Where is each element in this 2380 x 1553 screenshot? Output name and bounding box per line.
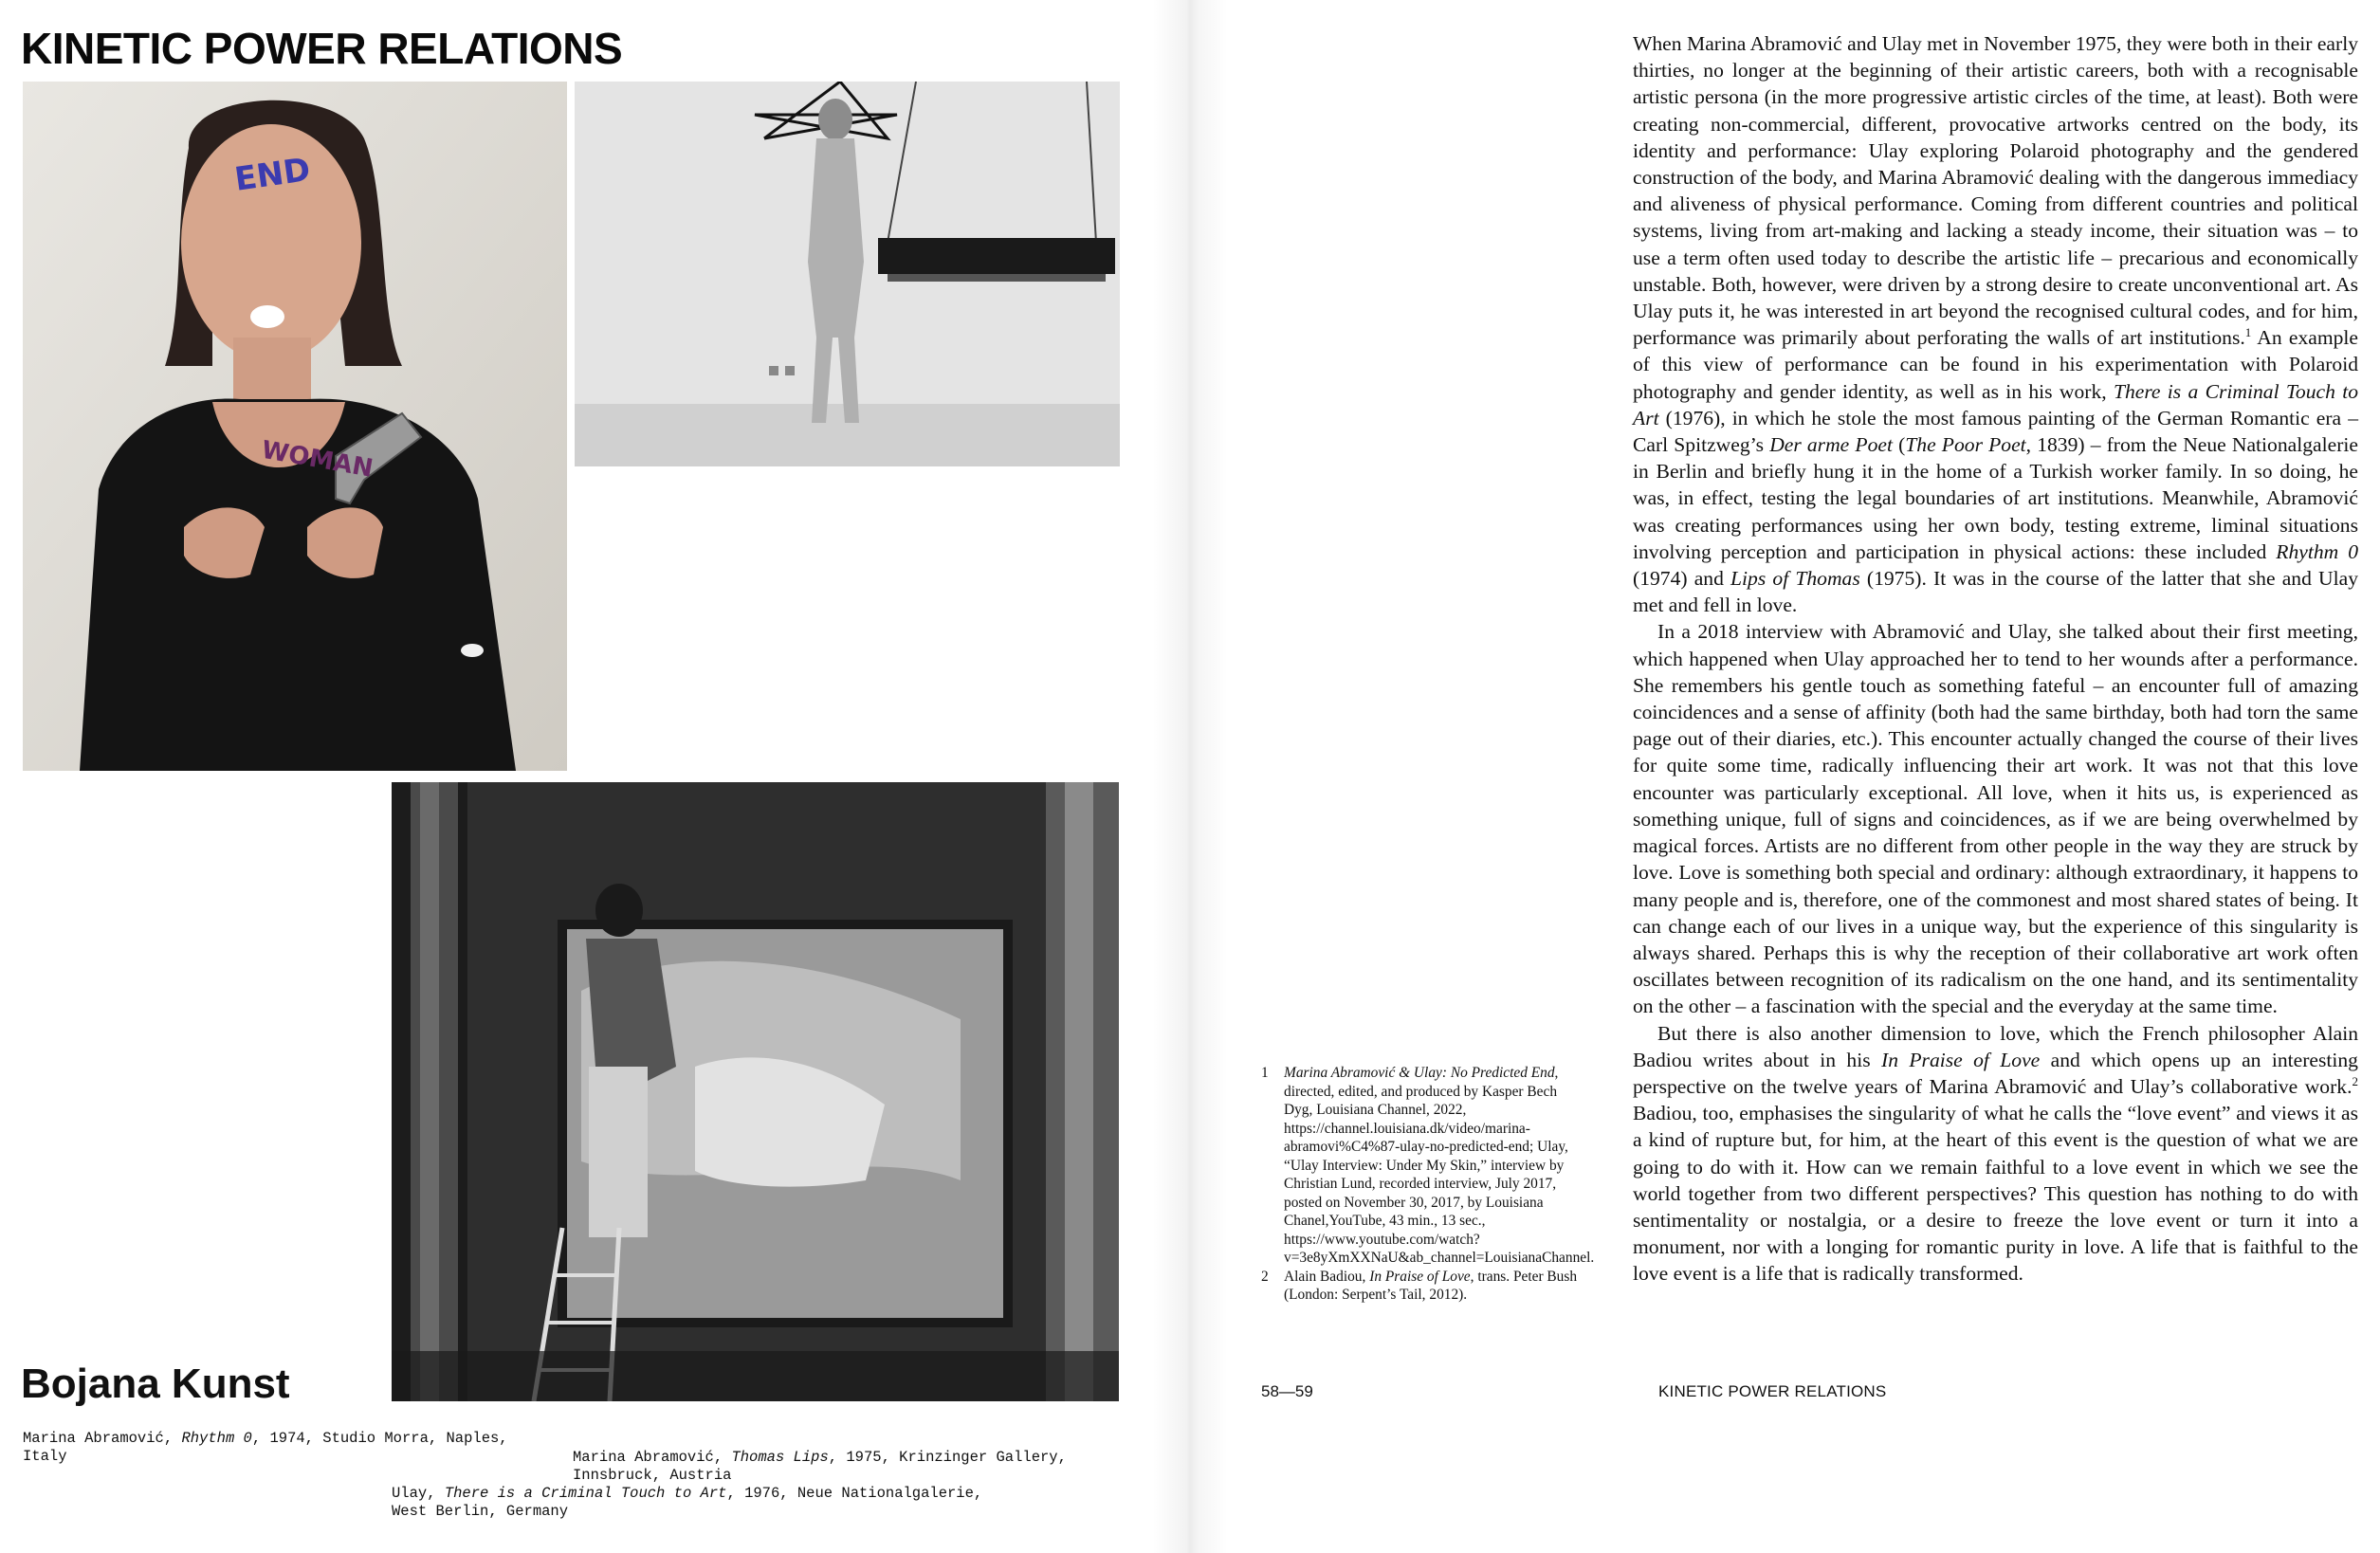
running-head: KINETIC POWER RELATIONS	[1658, 1382, 1887, 1400]
photo-criminal-touch	[392, 782, 1119, 1401]
caption-rhythm-0: Marina Abramović, Rhythm 0, 1974, Studio Morra, Naples, Italy	[23, 1430, 508, 1465]
footnote-2: 2 Alain Badiou, In Praise of Love, trans. Peter Bush (London: Serpent’s Tail, 2012).	[1261, 1268, 1578, 1303]
face-writing-end: END	[232, 151, 313, 199]
caption-criminal-touch: Ulay, There is a Criminal Touch to Art, 1976, Neue Nationalgalerie, West Berlin, Germany	[392, 1485, 983, 1520]
page-numbers: 58—59	[1261, 1382, 1313, 1400]
footnotes	[1261, 1064, 1595, 1305]
chapter-title: KINETIC POWER RELATIONS	[21, 24, 623, 73]
book-gutter	[1152, 0, 1228, 1553]
chest-writing-woman: WOMAN	[259, 435, 375, 484]
author-name: Bojana Kunst	[21, 1361, 290, 1407]
caption-thomas-lips: Marina Abramović, Thomas Lips, 1975, Krinzinger Gallery, Innsbruck, Austria	[573, 1449, 1067, 1484]
body-text	[1633, 30, 2358, 1288]
photo-thomas-lips	[575, 82, 1120, 466]
footnote-1: 1 Marina Abramović & Ulay: No Predicted End, directed, edited, and produced by Kasper Bech Dyg, Louisiana Channel, 2022, https://channel.louisiana.dk/video/marina-abramovi%C4%87-ulay-no-predicted-end; Ulay, “Ulay Interview: Under My Skin,” interview by Christian Lund, recorded interview, July 2017, posted on November 30, 2017, by Louisiana Chanel,YouTube, 43 min., 13 sec., https://www.youtube.com/watch?v=3e8yXmXXNaU&ab_channel=LouisianaChannel.	[1261, 1065, 1595, 1266]
photo-rhythm-0	[23, 82, 567, 771]
paragraph-2: In a 2018 interview with Abramović and Ulay, she talked about their first meeting, which happened when Ulay approached her to tend to her wounds after a performance. She remembers his gentle touch as something fateful – an encounter full of amazing coincidences and a sense of affinity (both had the same birthday, both had torn the same page out of their diaries, etc.). This encounter actually changed the course of their lives for quite some time, radically influencing their art work. It was not that this love encounter was particularly exceptional. All love, when it hits us, is experienced as something unique, full of signs and coincidences, as if we are being overwhelmed by magical forces. Artists are no different from other people in the way they are struck by love. Love is something both special and ordinary: although extraordinary, it happens to many people and is, therefore, one of the commonest and most shared states of being. It can change each of our lives in a unique way, but the experience of this singularity is always shared. Perhaps this is why the reception of their collaborative art work often oscillates between recognition of its radicalism on the one hand, and its sentimentality on the other – a fascination with the special and the everyday at the same time.	[1633, 620, 2358, 1018]
paragraph-3: But there is also another dimension to love, which the French philosopher Alain Badiou writes about in his In Praise of Love and which opens up an interesting perspective on the twelve years of Marina Abramović and Ulay’s collaborative work.$^2$ Badiou, too, emphasises the singularity of what he calls the “love event” and views it as a kind of rupture but, for him, at the heart of this event is the question of what we are going to do with it. How can we remain faithful to a love event in which we see the world together from two different perspectives? This question has nothing to do with sentimentality or nostalgia, or a desire to freeze the love event or turn it into a monument, nor with a longing for romantic purity in love. A life that is faithful to the love event is a life that is radically transformed.	[1633, 1021, 2358, 1286]
paragraph-1: When Marina Abramović and Ulay met in November 1975, they were both in their early thirties, no longer at the beginning of their artistic careers, both with a recognisable artistic persona (in the more progressive artistic circles of the time, at least). Both were creating non-commercial, different, provocative artworks centred on the body, its identity and performance: Ulay exploring Polaroid photography and the gendered construction of the body, and Marina Abramović dealing with the dangerous immediacy and aliveness of physical performance. Coming from different countries and political systems, living from art-making and lacking a steady income, their situation was – to use a term often used today to describe the artistic life – precarious and economically unstable. Both, however, were driven by a strong desire to create unconventional art. As Ulay puts it, he was interested in art beyond the recognised cultural codes, and for him, performance was primarily about perforating the walls of art institutions.$^1$ An example of this view of performance can be found in his experimentation with Polaroid photography and gender identity, as well as in his work, There is a Criminal Touch to Art (1976), in which he stole the most famous painting of the German Romantic era – Carl Spitzweg’s Der arme Poet (The Poor Poet, 1839) – from the Neue Nationalgalerie in Berlin and briefly hung it in the home of a Turkish worker family. In so doing, he was, in effect, testing the legal boundaries of art institutions. Meanwhile, Abramović was creating performances using her own body, testing extreme, liminal situations involving perception and participation in physical actions: these included Rhythm 0 (1974) and Lips of Thomas (1975). It was in the course of the latter that she and Ulay met and fell in love.	[1633, 32, 2359, 617]
